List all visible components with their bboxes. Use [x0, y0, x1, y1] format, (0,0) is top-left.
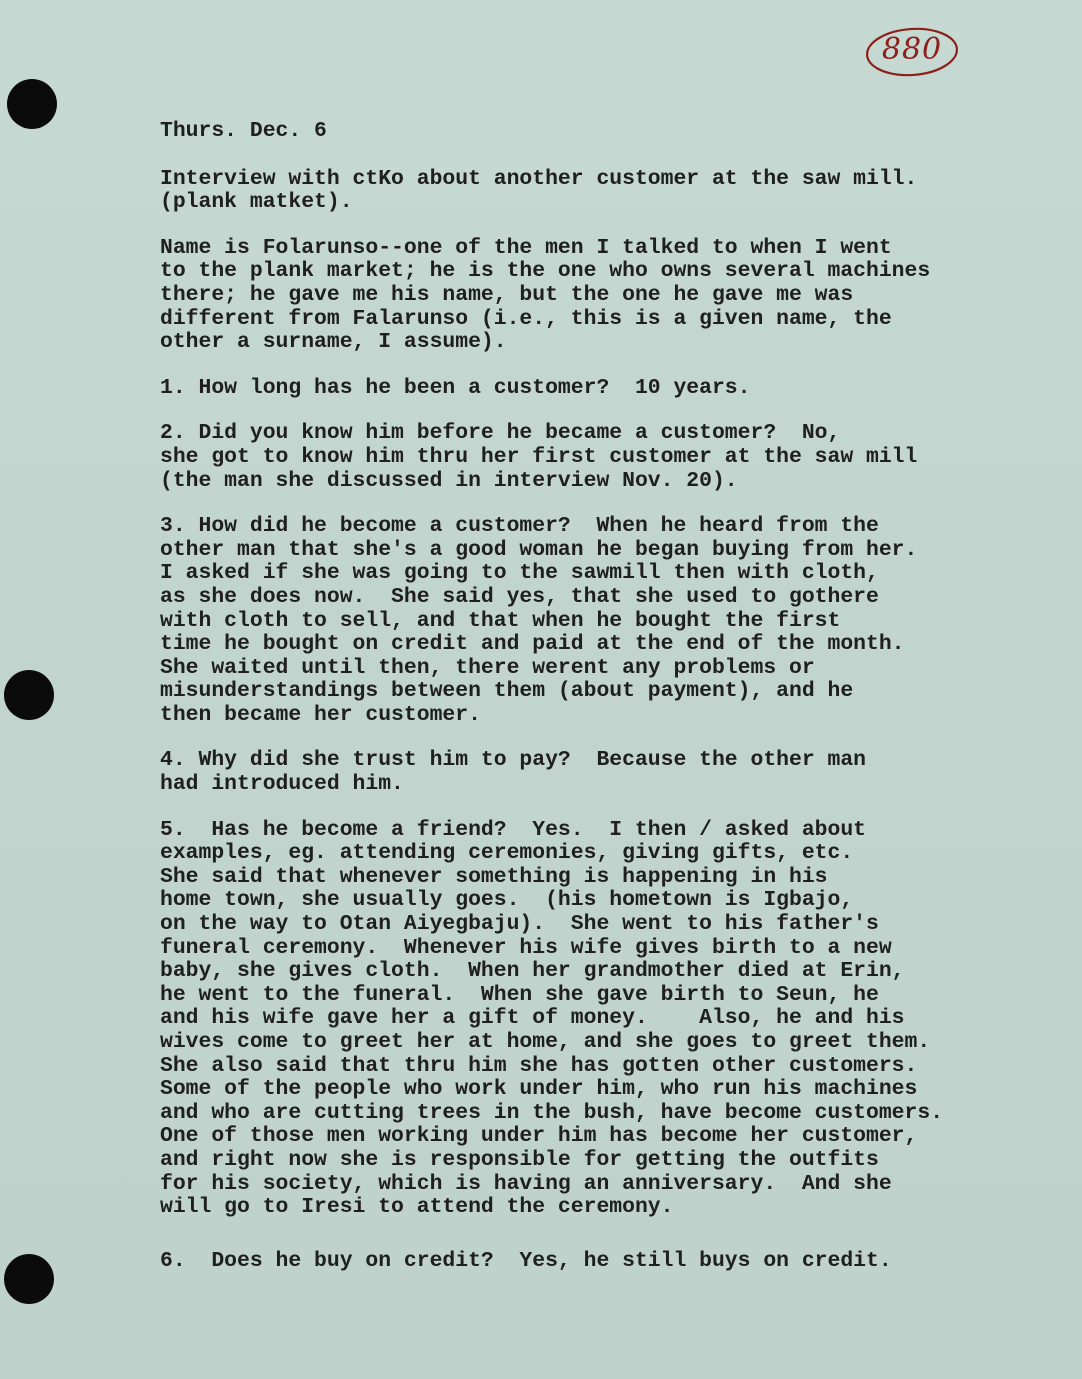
- question-6: 6. Does he buy on credit? Yes, he still buys on credit.: [160, 1248, 892, 1273]
- question-4: 4. Why did she trust him to pay? Because the other man had introduced him.: [160, 748, 867, 797]
- question-1: 1. How long has he been a customer? 10 years.: [160, 375, 751, 400]
- typed-notes: [160, 120, 1040, 1295]
- punch-hole-icon: [4, 670, 54, 720]
- question-3: 3. How did he become a customer? When he heard from the other man that she's a good woman he began buying from her. I asked if she was going to the sawmill then with cloth, as she does now. She said yes, that she used to gothere with cloth to sell, and that when he bought the first time he bought on credit and paid at the end of the month. She waited until then, there werent any problems or misunderstandings between them (about payment), and he then became her customer.: [160, 514, 918, 727]
- interview-heading: Interview with ctKo about another customer at the saw mill. (plank matket).: [160, 166, 918, 215]
- intro-paragraph: Name is Folarunso--one of the men I talked to when I went to the plank market; he is the one who owns several machines there; he gave me his name, but the one he gave me was different from Falarunso (i.e., this is a given name, the other a surname, I assume).: [160, 235, 931, 355]
- page-number: 880: [881, 32, 943, 67]
- punch-hole-icon: [7, 79, 57, 129]
- punch-hole-icon: [4, 1254, 54, 1304]
- question-5: 5. Has he become a friend? Yes. I then / asked about examples, eg. attending ceremonies, giving gifts, etc. She said that whenever something is happening in his home town, she usually goes. (his hometown is Igbajo, on the way to Otan Aiyegbaju). She went to his father's funeral ceremony. Whenever his wife gives birth to a new baby, she gives cloth. When her grandmother died at Erin, he went to the funeral. When she gave birth to Seun, he and his wife gave her a gift of money. Also, he and his wives come to greet her at home, and she goes to greet them. She also said that thru him she has gotten other customers. Some of the people who work under him, who run his machines and who are cutting trees in the bush, have become customers. One of those men working under him has become her customer, and right now she is responsible for getting the outfits for his society, which is having an anniversary. And she will go to Iresi to attend the ceremony.: [160, 817, 944, 1220]
- page-number-stamp: [864, 26, 960, 78]
- question-2: 2. Did you know him before he became a customer? No, she got to know him thru her first customer at the saw mill (the man she discussed in interview Nov. 20).: [160, 421, 918, 493]
- entry-date: Thurs. Dec. 6: [160, 119, 327, 143]
